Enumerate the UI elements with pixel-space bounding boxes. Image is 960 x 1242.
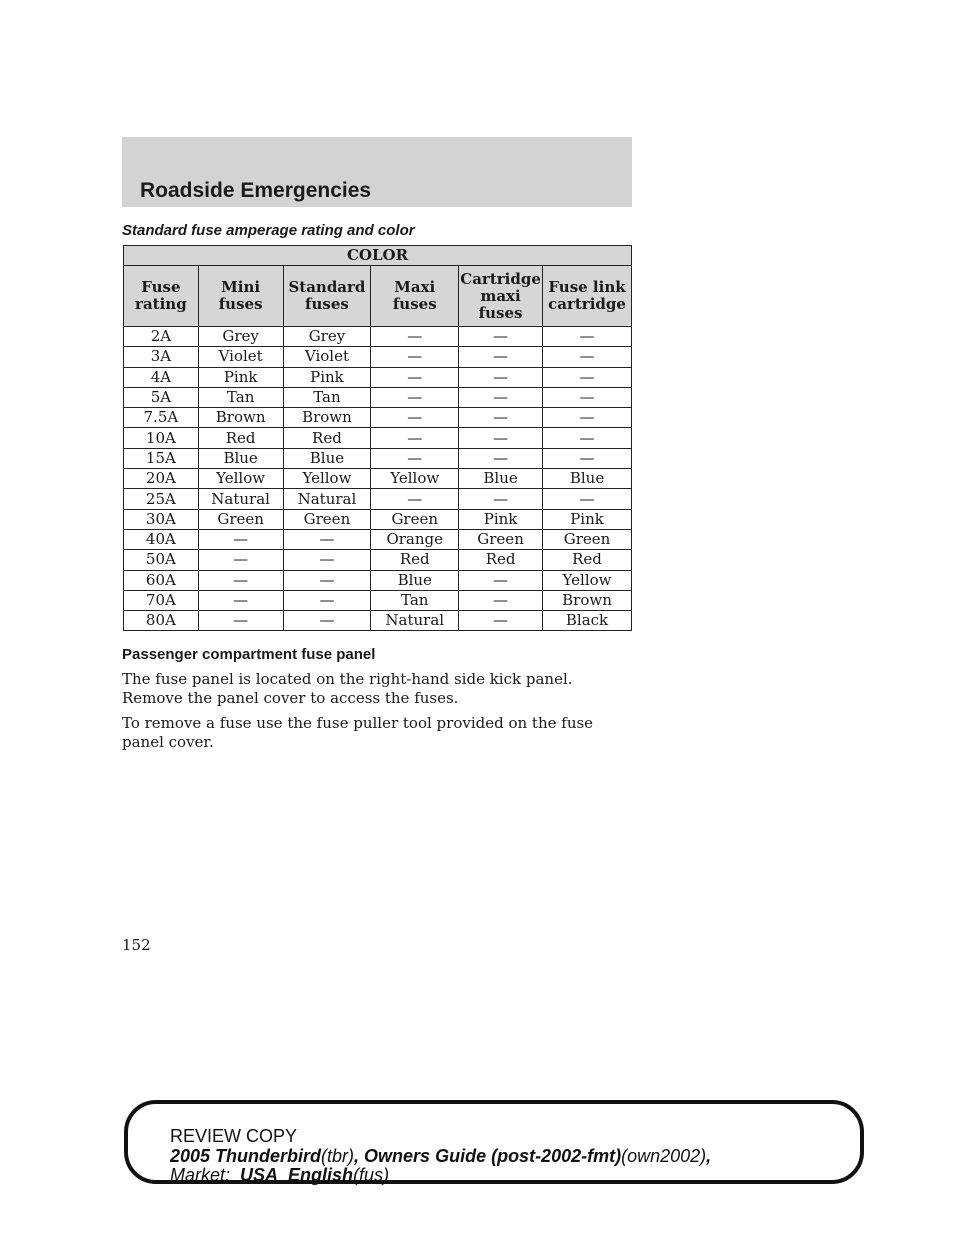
table-cell: Brown [198,408,283,428]
table-cell: Blue [283,448,371,468]
table-cell: Red [198,428,283,448]
table-cell: — [459,570,543,590]
table-cell: — [543,327,632,347]
separator-1: , [354,1146,365,1166]
table-cell: — [283,590,371,610]
table-cell: 40A [124,529,199,549]
table-cell: — [543,367,632,387]
market-line [170,1165,389,1186]
table-cell: — [198,550,283,570]
section-heading: Passenger compartment fuse panel [122,646,376,663]
table-cell: 4A [124,367,199,387]
table-cell: — [371,387,459,407]
table-row [124,590,632,610]
table-cell: Green [283,509,371,529]
section-header-bar [122,137,632,207]
table-cell: Green [543,529,632,549]
table-cell: Natural [198,489,283,509]
table-cell: Pink [198,367,283,387]
table-cell: Violet [198,347,283,367]
table-cell: 70A [124,590,199,610]
table-cell: — [459,590,543,610]
table-row [124,570,632,590]
table-cell: Yellow [198,469,283,489]
table-row [124,509,632,529]
table-cell: — [371,408,459,428]
table-cell: Green [198,509,283,529]
table-cell: — [459,408,543,428]
market-code: (fus) [353,1165,390,1185]
table-cell: Brown [283,408,371,428]
table-cell: Red [459,550,543,570]
table-cell: Tan [371,590,459,610]
column-header: Mini fuses [198,266,283,327]
table-cell: 50A [124,550,199,570]
table-cell: Tan [198,387,283,407]
paragraph-fuse-location: The fuse panel is located on the right-hand side kick panel. Remove the panel cover to access the fuses. [122,670,573,707]
table-row [124,448,632,468]
column-header: Maxi fuses [371,266,459,327]
table-cell: Orange [371,529,459,549]
table-cell: Pink [543,509,632,529]
table-cell: Black [543,611,632,631]
table-cell: 7.5A [124,408,199,428]
table-cell: 25A [124,489,199,509]
table-cell: — [283,550,371,570]
table-cell: Blue [371,570,459,590]
publication-line [170,1146,711,1167]
table-cell: — [283,611,371,631]
table-cell: 60A [124,570,199,590]
separator-2: , [706,1146,712,1166]
page-number: 152 [122,936,151,954]
table-cell: — [459,448,543,468]
table-cell: Blue [459,469,543,489]
table-cell: — [371,327,459,347]
market-name: USA_English [240,1165,354,1185]
table-cell: 80A [124,611,199,631]
table-row [124,469,632,489]
table-row [124,428,632,448]
table-cell: Red [543,550,632,570]
table-cell: — [459,347,543,367]
table-row [124,408,632,428]
table-cell: — [371,347,459,367]
fuse-color-table [123,245,632,631]
table-cell: — [198,611,283,631]
table-cell: Red [283,428,371,448]
table-cell: Yellow [371,469,459,489]
table-cell: — [459,387,543,407]
column-header-row [124,266,632,327]
table-cell: — [543,387,632,407]
section-title: Roadside Emergencies [140,179,372,202]
table-cell: — [459,428,543,448]
table-row [124,387,632,407]
table-cell: Violet [283,347,371,367]
table-cell: 15A [124,448,199,468]
table-cell: Green [459,529,543,549]
table-row [124,347,632,367]
color-group-header: COLOR [124,246,632,266]
table-row [124,489,632,509]
table-cell: — [371,489,459,509]
guide-name: Owners Guide (post-2002-fmt) [364,1146,622,1166]
table-row [124,550,632,570]
table-cell: Pink [459,509,543,529]
table-cell: — [371,428,459,448]
table-cell: Blue [198,448,283,468]
table-cell: — [543,428,632,448]
table-cell: — [371,367,459,387]
table-cell: Grey [283,327,371,347]
guide-code: (own2002) [621,1146,707,1166]
table-cell: Pink [283,367,371,387]
table-cell: — [459,327,543,347]
model-name: 2005 Thunderbird [170,1146,322,1166]
table-cell: Red [371,550,459,570]
table-cell: — [459,367,543,387]
table-cell: Yellow [283,469,371,489]
column-header: Cartridge maxi fuses [459,266,543,327]
table-cell: — [543,489,632,509]
table-cell: Blue [543,469,632,489]
column-header: Fuse link cartridge [543,266,632,327]
table-cell: — [543,347,632,367]
table-cell: Brown [543,590,632,610]
table-cell: Natural [371,611,459,631]
table-cell: 10A [124,428,199,448]
table-cell: — [198,529,283,549]
table-cell: 30A [124,509,199,529]
table-cell: — [459,611,543,631]
paragraph-remove-fuse: To remove a fuse use the fuse puller tool provided on the fuse panel cover. [122,714,594,751]
table-cell: Grey [198,327,283,347]
table-row [124,611,632,631]
table-cell: — [198,570,283,590]
table-cell: 5A [124,387,199,407]
review-copy-box [124,1100,864,1184]
table-row [124,327,632,347]
table-caption: Standard fuse amperage rating and color [122,222,415,239]
model-code: (tbr) [321,1146,355,1166]
column-header: Fuse rating [124,266,199,327]
table-cell: Yellow [543,570,632,590]
market-label: Market: [170,1165,231,1185]
column-header: Standard fuses [283,266,371,327]
table-cell: 3A [124,347,199,367]
table-cell: Tan [283,387,371,407]
table-cell: — [543,408,632,428]
table-cell: Natural [283,489,371,509]
table-cell: — [371,448,459,468]
table-cell: — [198,590,283,610]
table-cell: — [543,448,632,468]
table-body [124,327,632,631]
table-cell: 2A [124,327,199,347]
table-cell: — [283,570,371,590]
table-cell: Green [371,509,459,529]
table-row [124,367,632,387]
table-cell: — [283,529,371,549]
table-row [124,529,632,549]
review-copy-label: REVIEW COPY [170,1126,298,1146]
table-cell: — [459,489,543,509]
table-cell: 20A [124,469,199,489]
